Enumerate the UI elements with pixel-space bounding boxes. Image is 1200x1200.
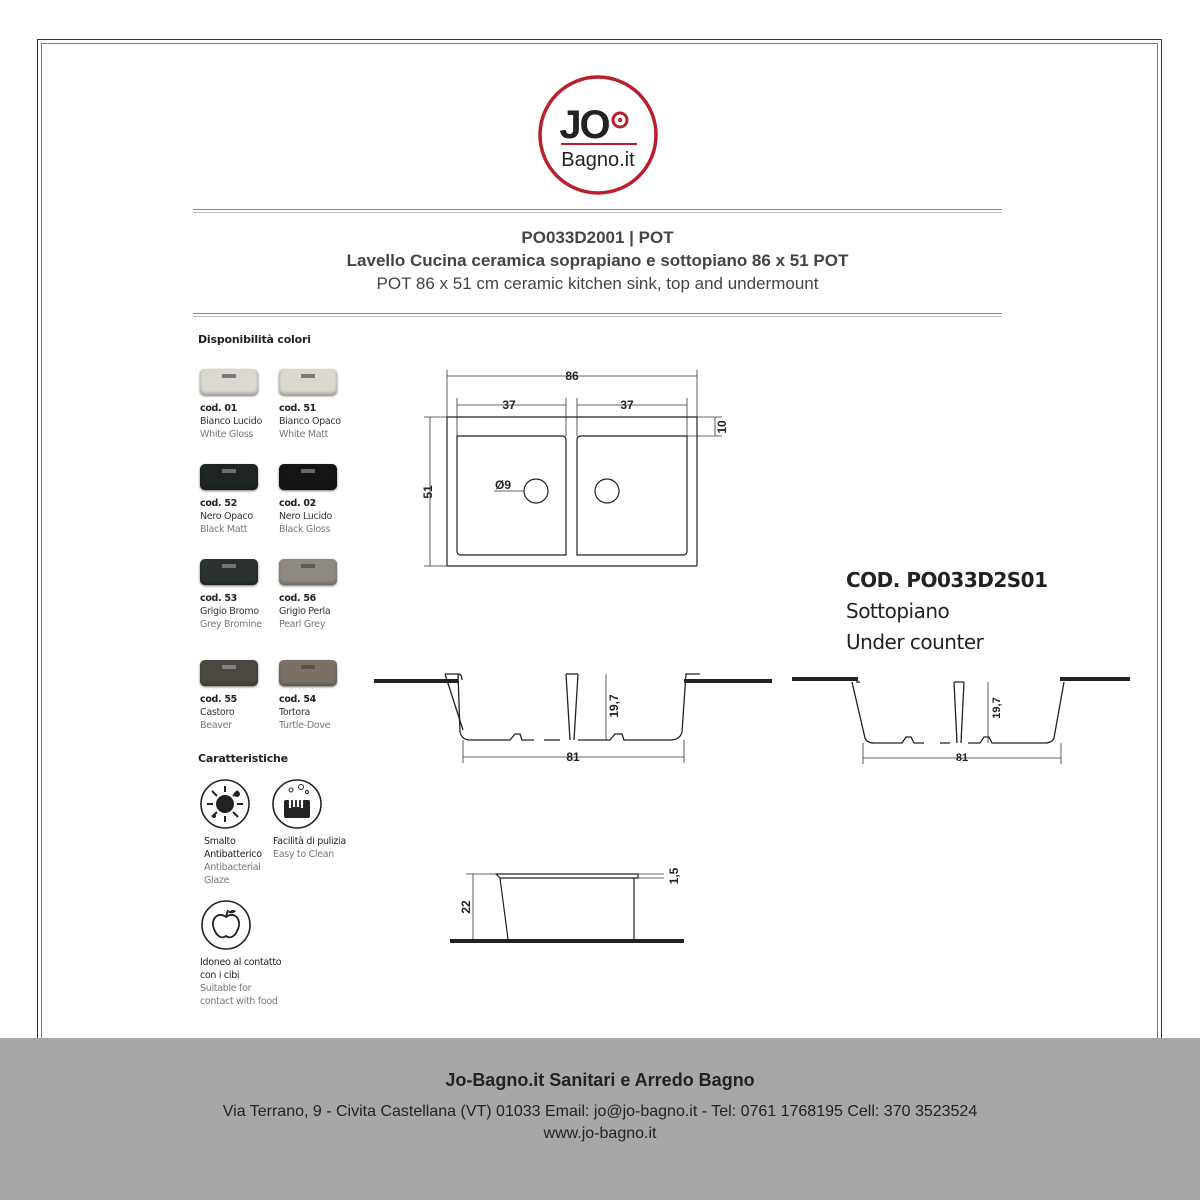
color-swatch[interactable] — [200, 369, 258, 395]
color-option[interactable] — [200, 559, 280, 631]
color-name-it: Castoro — [200, 707, 235, 718]
color-name-it: Bianco Lucido — [200, 416, 263, 427]
color-caption — [200, 592, 280, 631]
product-title-it: Lavello Cucina ceramica soprapiano e sottopiano 86 x 51 POT — [346, 251, 849, 270]
color-code: cod. 01 — [200, 403, 237, 414]
color-option[interactable] — [200, 369, 280, 441]
color-option[interactable] — [279, 464, 359, 536]
dim-bowl-right: 37 — [620, 398, 634, 412]
brand-tag-icon — [301, 469, 315, 473]
sink-outline — [447, 417, 697, 566]
color-name-en: Black Gloss — [279, 524, 331, 535]
drain-right — [595, 479, 619, 503]
color-swatch[interactable] — [200, 559, 258, 585]
logo-text-bagno: Bagno.it — [561, 149, 635, 171]
dim-drain: Ø9 — [494, 478, 512, 492]
color-caption — [279, 497, 359, 536]
bowl-left — [457, 436, 566, 555]
color-code: cod. 54 — [279, 694, 316, 705]
color-option[interactable] — [200, 660, 280, 732]
brand-tag-icon — [222, 469, 236, 473]
footer-title: Jo-Bagno.it Sanitari e Arredo Bagno — [445, 1070, 755, 1090]
colors-heading: Disponibilità colori — [198, 333, 311, 346]
jo-bagno-logo[interactable] — [537, 74, 659, 196]
color-swatch[interactable] — [200, 660, 258, 686]
undermount-label-it: Sottopiano — [846, 599, 950, 623]
dim-under-depth: 19,7 — [991, 697, 1003, 719]
color-option[interactable] — [279, 559, 359, 631]
color-name-en: Pearl Grey — [279, 619, 326, 630]
color-name-en: Turtle-Dove — [279, 720, 331, 731]
color-swatch[interactable] — [200, 464, 258, 490]
color-code: cod. 02 — [279, 498, 316, 509]
features-heading: Caratteristiche — [198, 752, 288, 765]
logo-text-jo: JO — [559, 103, 609, 147]
section-undermount-drawing — [790, 668, 1135, 770]
color-name-it: Tortora — [279, 707, 311, 718]
feature-easy-clean: Facilità di pulizia Easy to Clean — [273, 836, 346, 860]
color-option[interactable] — [279, 369, 359, 441]
color-option[interactable] — [200, 464, 280, 536]
header-rule-top — [193, 209, 1002, 213]
color-swatch[interactable] — [279, 369, 337, 395]
color-code: cod. 53 — [200, 593, 237, 604]
color-name-en: Black Matt — [200, 524, 248, 535]
color-caption — [279, 693, 359, 732]
brand-tag-icon — [222, 665, 236, 669]
dim-section-depth: 19,7 — [607, 694, 621, 718]
brand-tag-icon — [301, 374, 315, 378]
header-rule-bottom — [193, 313, 1002, 317]
undermount-label-en: Under counter — [846, 630, 984, 654]
brand-tag-icon — [301, 665, 315, 669]
color-name-en: White Matt — [279, 429, 329, 440]
color-name-en: Grey Bromine — [200, 619, 262, 630]
color-swatch[interactable] — [279, 464, 337, 490]
color-name-it: Grigio Bromo — [200, 606, 259, 617]
drain-left — [524, 479, 548, 503]
easy-clean-icon — [271, 778, 323, 830]
dim-section-width: 81 — [566, 750, 580, 764]
footer-website-link[interactable]: www.jo-bagno.it — [543, 1125, 657, 1142]
product-code-title: PO033D2001 | POT — [521, 228, 674, 247]
color-name-it: Nero Lucido — [279, 511, 333, 522]
footer — [0, 1038, 1200, 1200]
footer-contact: Via Terrano, 9 - Civita Castellana (VT) 01033 Email: jo@jo-bagno.it - Tel: 0761 1768195 Cell: 370 3523524 — [222, 1103, 978, 1120]
dim-side-thickness: 1,5 — [667, 867, 681, 885]
color-code: cod. 52 — [200, 498, 237, 509]
color-caption — [200, 693, 280, 732]
color-caption — [200, 497, 280, 536]
color-option[interactable] — [279, 660, 359, 732]
dim-rim: 10 — [715, 420, 729, 434]
dim-width-total: 86 — [565, 369, 579, 383]
brand-tag-icon — [301, 564, 315, 568]
color-code: cod. 51 — [279, 403, 316, 414]
color-caption — [279, 402, 359, 441]
product-title-en: POT 86 x 51 cm ceramic kitchen sink, top and undermount — [376, 274, 819, 293]
color-code: cod. 56 — [279, 593, 316, 604]
color-name-en: Beaver — [200, 720, 232, 731]
color-name-en: White Gloss — [200, 429, 254, 440]
color-code: cod. 55 — [200, 694, 237, 705]
dim-under-width: 81 — [955, 752, 969, 764]
color-name-it: Bianco Opaco — [279, 416, 341, 427]
color-swatch[interactable] — [279, 660, 337, 686]
feature-antibacterial: Smalto Antibatterico Antibacterial Glaze — [204, 836, 262, 886]
color-name-it: Nero Opaco — [200, 511, 253, 522]
dim-side-height: 22 — [459, 900, 473, 914]
dim-depth-total: 51 — [421, 485, 435, 499]
brand-tag-icon — [222, 564, 236, 568]
dim-bowl-left: 37 — [502, 398, 516, 412]
side-view-drawing — [446, 860, 686, 950]
color-name-it: Grigio Perla — [279, 606, 331, 617]
color-caption — [279, 592, 359, 631]
food-contact-icon — [200, 899, 252, 951]
brand-tag-icon — [222, 374, 236, 378]
section-topmount-drawing — [370, 660, 780, 770]
antibacterial-icon — [199, 778, 251, 830]
undermount-code: COD. PO033D2S01 — [846, 568, 1048, 592]
color-caption — [200, 402, 280, 441]
color-swatch[interactable] — [279, 559, 337, 585]
top-view-drawing — [410, 360, 740, 580]
bowl-right — [577, 436, 687, 555]
feature-food-contact: Idoneo al contatto con i cibi Suitable for contact with food — [200, 957, 282, 1007]
